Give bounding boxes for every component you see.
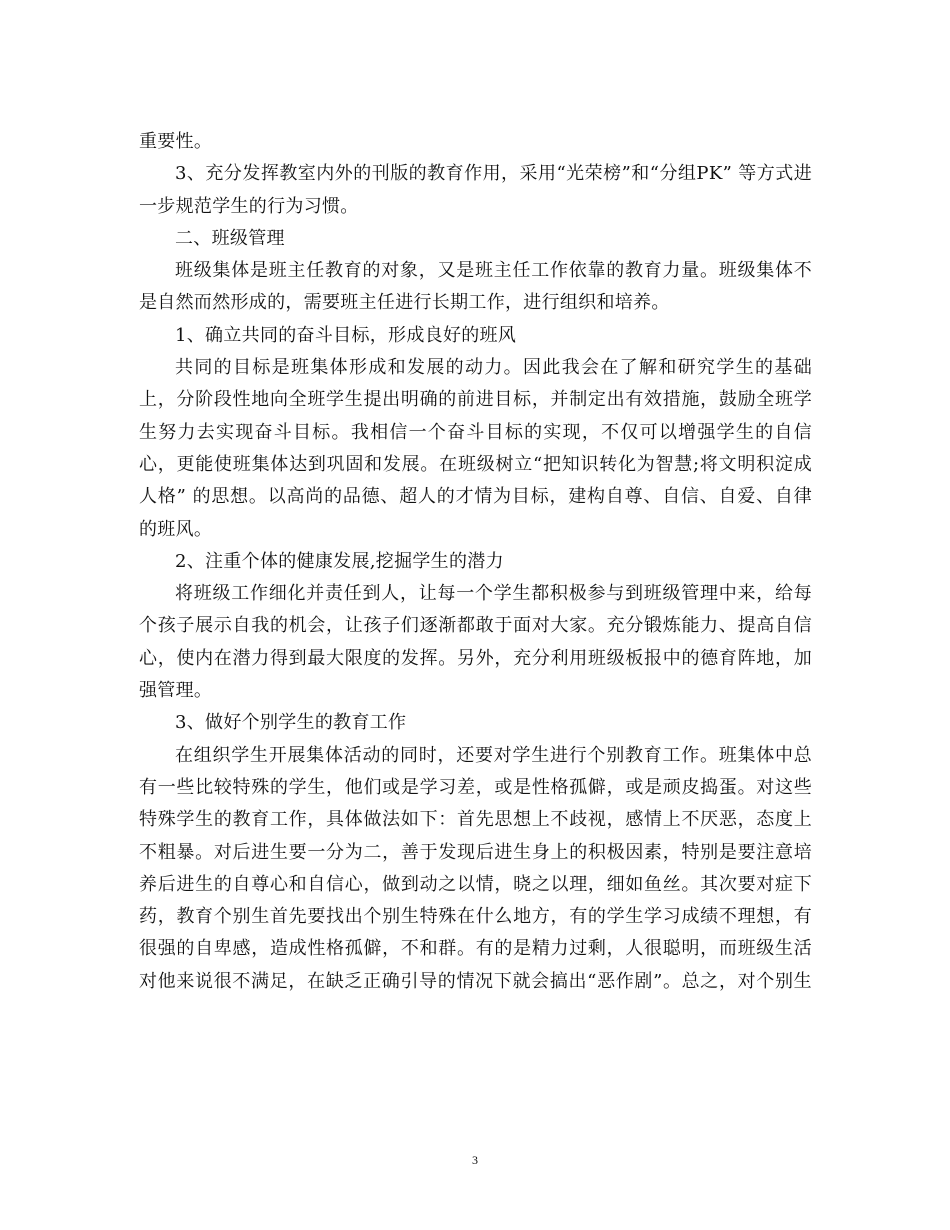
text-line: 心，更能使班集体达到巩固和发展。在班级树立“把知识转化为智慧;将文明积淀成 bbox=[139, 453, 812, 475]
text-line: 很强的自卑感，造成性格孤僻，不和群。有的是精力过剩，人很聪明，而班级生活 bbox=[139, 938, 812, 960]
text-line: 班级集体是班主任教育的对象，又是班主任工作依靠的教育力量。班级集体不 bbox=[175, 260, 812, 282]
text-line: 有一些比较特殊的学生，他们或是学习差，或是性格孤僻，或是顽皮捣蛋。对这些 bbox=[139, 776, 812, 798]
text-line: 不粗暴。对后进生要一分为二，善于发现后进生身上的积极因素，特别是要注意培 bbox=[139, 841, 812, 863]
text-line: 药，教育个别生首先要找出个别生特殊在什么地方，有的学生学习成绩不理想，有 bbox=[139, 906, 812, 928]
text-line: 个孩子展示自我的机会，让孩子们逐渐都敢于面对大家。充分锻炼能力、提高自信 bbox=[139, 615, 812, 637]
text-line: 心，使内在潜力得到最大限度的发挥。另外，充分利用班级板报中的德育阵地，加 bbox=[139, 647, 812, 669]
text-line: 在组织学生开展集体活动的同时，还要对学生进行个别教育工作。班集体中总 bbox=[175, 744, 812, 766]
text-line: 上，分阶段性地向全班学生提出明确的前进目标，并制定出有效措施，鼓励全班学 bbox=[139, 389, 812, 411]
text-line: 强管理。 bbox=[139, 680, 213, 702]
text-line: 共同的目标是班集体形成和发展的动力。因此我会在了解和研究学生的基础 bbox=[175, 357, 812, 379]
body-text bbox=[139, 126, 812, 998]
text-line: 的班风。 bbox=[139, 518, 213, 540]
text-line: 是自然而然形成的，需要班主任进行长期工作，进行组织和培养。 bbox=[139, 292, 670, 314]
page-number: 3 bbox=[472, 1153, 478, 1167]
text-line: 一步规范学生的行为习惯。 bbox=[139, 195, 359, 217]
text-line: 养后进生的自尊心和自信心，做到动之以情，晓之以理，细如鱼丝。其次要对症下 bbox=[139, 873, 812, 895]
text-line: 重要性。 bbox=[139, 131, 213, 152]
text-line: 生努力去实现奋斗目标。我相信一个奋斗目标的实现，不仅可以增强学生的自信 bbox=[139, 421, 812, 443]
text-line: 特殊学生的教育工作，具体做法如下：首先思想上不歧视，感情上不厌恶，态度上 bbox=[139, 809, 812, 831]
text-line: 对他来说很不满足，在缺乏正确引导的情况下就会搞出“恶作剧”。总之，对个别生 bbox=[139, 970, 812, 992]
text-line: 人格” 的思想。以高尚的品德、超人的才情为目标，建构自尊、自信、自爱、自律 bbox=[139, 486, 812, 508]
subsection-heading: 3、做好个别学生的教育工作 bbox=[175, 712, 407, 734]
subsection-heading: 2、注重个体的健康发展,挖掘学生的潜力 bbox=[175, 550, 504, 572]
subsection-heading: 1、确立共同的奋斗目标，形成良好的班风 bbox=[175, 324, 517, 346]
text-line: 3、充分发挥教室内外的刊版的教育作用，采用“光荣榜”和“分组PK” 等方式进 bbox=[175, 163, 812, 185]
text-line: 将班级工作细化并责任到人，让每一个学生都积极参与到班级管理中来，给每 bbox=[175, 583, 812, 605]
section-heading: 二、班级管理 bbox=[175, 227, 285, 249]
